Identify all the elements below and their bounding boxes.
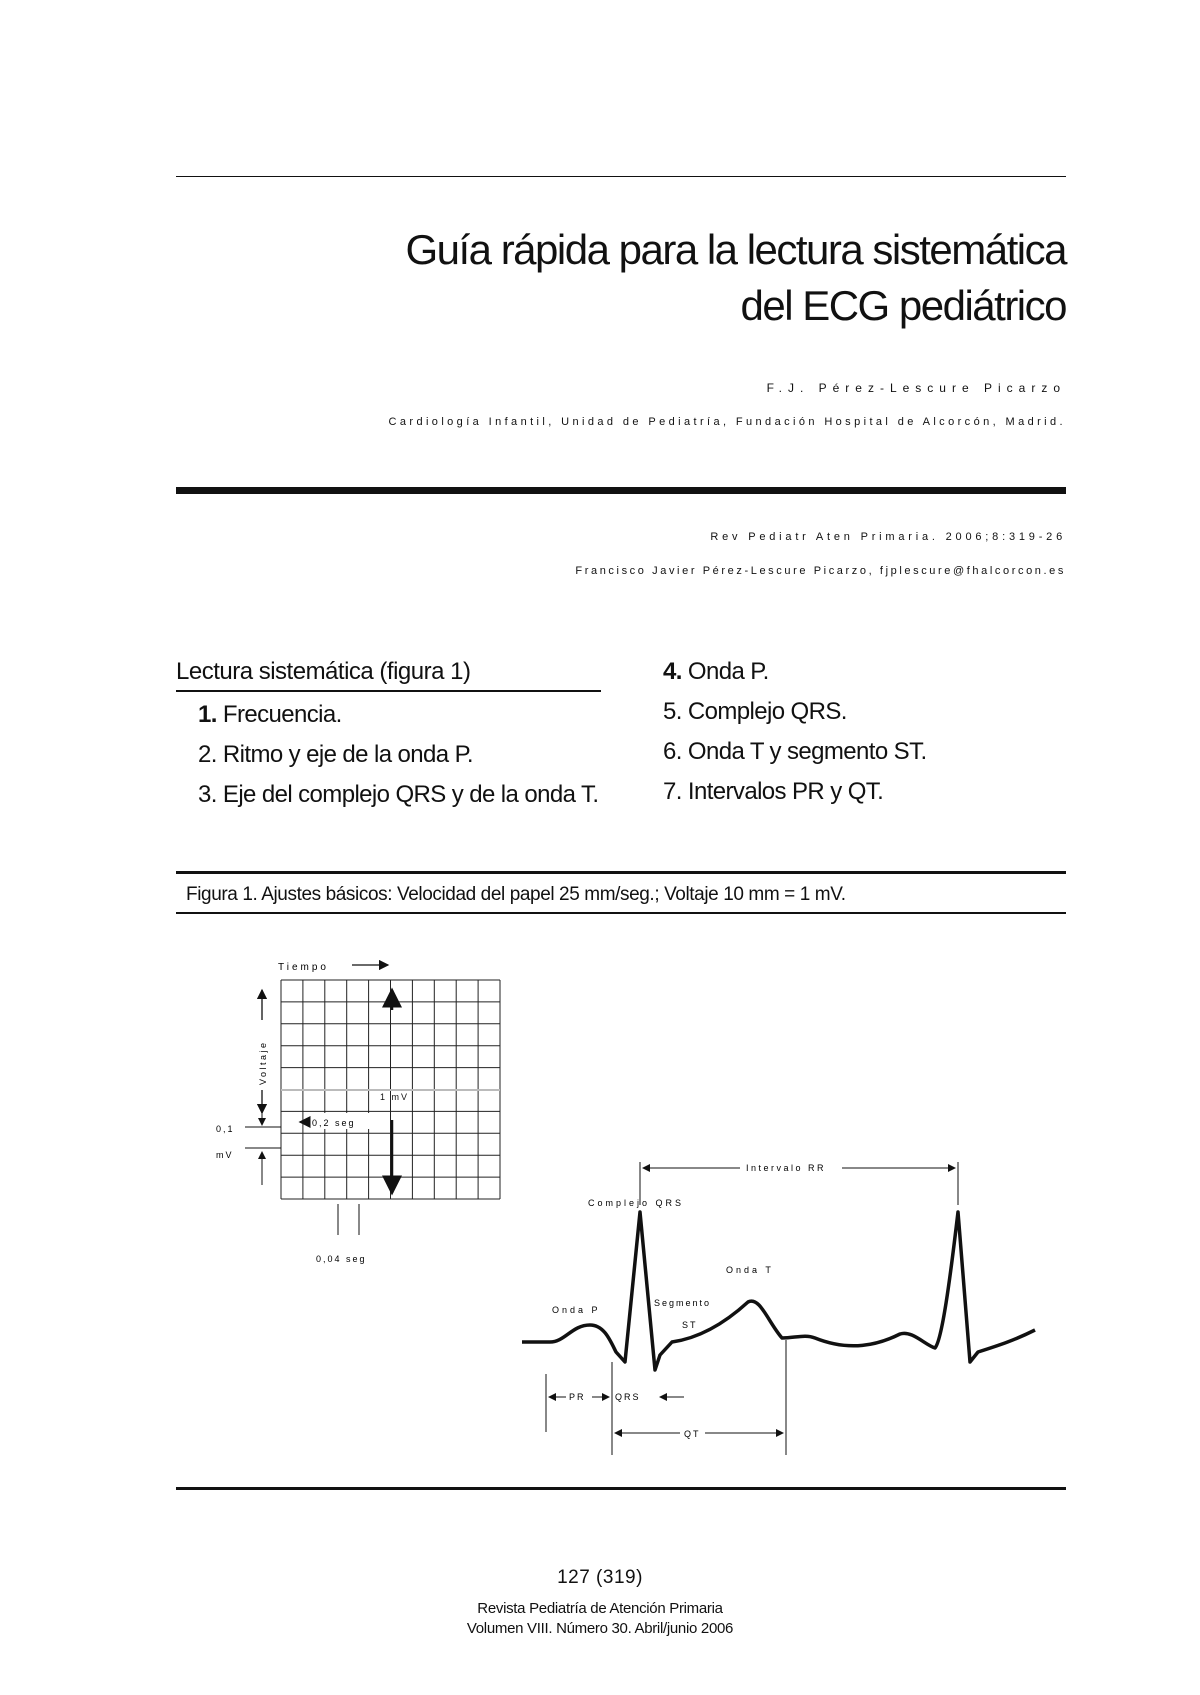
mv-1-label: 1 mV	[380, 1092, 410, 1102]
list-text: Eje del complejo QRS y de la onda T.	[222, 781, 599, 808]
list-number: 7.	[663, 778, 682, 805]
rr-label: Intervalo RR	[746, 1163, 827, 1173]
volume-info: Volumen VIII. Número 30. Abril/junio 2006	[466, 1620, 734, 1637]
section-heading: Lectura sistemática (figura 1)	[176, 658, 601, 692]
qrs-label: QRS	[615, 1392, 641, 1402]
journal-name: Revista Pediatría de Atención Primaria	[477, 1600, 723, 1617]
ecg-trace	[522, 1212, 1035, 1370]
citation: Rev Pediatr Aten Primaria. 2006;8:319-26	[710, 531, 1066, 543]
list-text: Complejo QRS.	[687, 698, 847, 725]
list-number: 3.	[198, 781, 217, 808]
mv-01-label: 0,1	[216, 1124, 235, 1134]
st-label-line2: ST	[682, 1320, 698, 1330]
voltage-label: Voltaje	[258, 1040, 268, 1085]
list-text: Onda T y segmento ST.	[687, 738, 927, 765]
list-text: Onda P.	[687, 658, 769, 685]
title-line-1: Guía rápida para la lectura sistemática	[405, 226, 1066, 273]
author: F.J. Pérez-Lescure Picarzo	[766, 381, 1066, 395]
list-text: Ritmo y eje de la onda P.	[222, 741, 473, 768]
st-label-line1: Segmento	[654, 1298, 712, 1308]
list-number: 2.	[198, 741, 217, 768]
page-number: 127 (319)	[557, 1567, 643, 1588]
list-number: 1.	[198, 701, 217, 728]
correspondence: Francisco Javier Pérez-Lescure Picarzo, fjplescure@fhalcorcon.es	[575, 565, 1066, 577]
seg-004-label: 0,04 seg	[316, 1254, 367, 1264]
list-number: 4.	[663, 658, 682, 685]
seg-02-label: 0,2 seg	[312, 1118, 356, 1128]
affiliation: Cardiología Infantil, Unidad de Pediatría, Fundación Hospital de Alcorcón, Madrid.	[388, 416, 1066, 428]
pr-label: PR	[569, 1392, 586, 1402]
list-number: 6.	[663, 738, 682, 765]
time-label: Tiempo	[278, 962, 329, 973]
p-wave-label: Onda P	[552, 1305, 601, 1315]
mv-unit-label: mV	[216, 1150, 234, 1160]
bottom-rule	[176, 1487, 1066, 1490]
qt-label: QT	[684, 1429, 701, 1439]
t-wave-label: Onda T	[726, 1265, 774, 1275]
title-line-2: del ECG pediátrico	[740, 282, 1066, 329]
list-text: Frecuencia.	[222, 701, 342, 728]
figure-caption: Figura 1. Ajustes básicos: Velocidad del papel 25 mm/seg.; Voltaje 10 mm = 1 mV.	[186, 884, 846, 905]
list-text: Intervalos PR y QT.	[687, 778, 884, 805]
list-number: 5.	[663, 698, 682, 725]
qrs-complex-label: Complejo QRS	[588, 1198, 685, 1208]
